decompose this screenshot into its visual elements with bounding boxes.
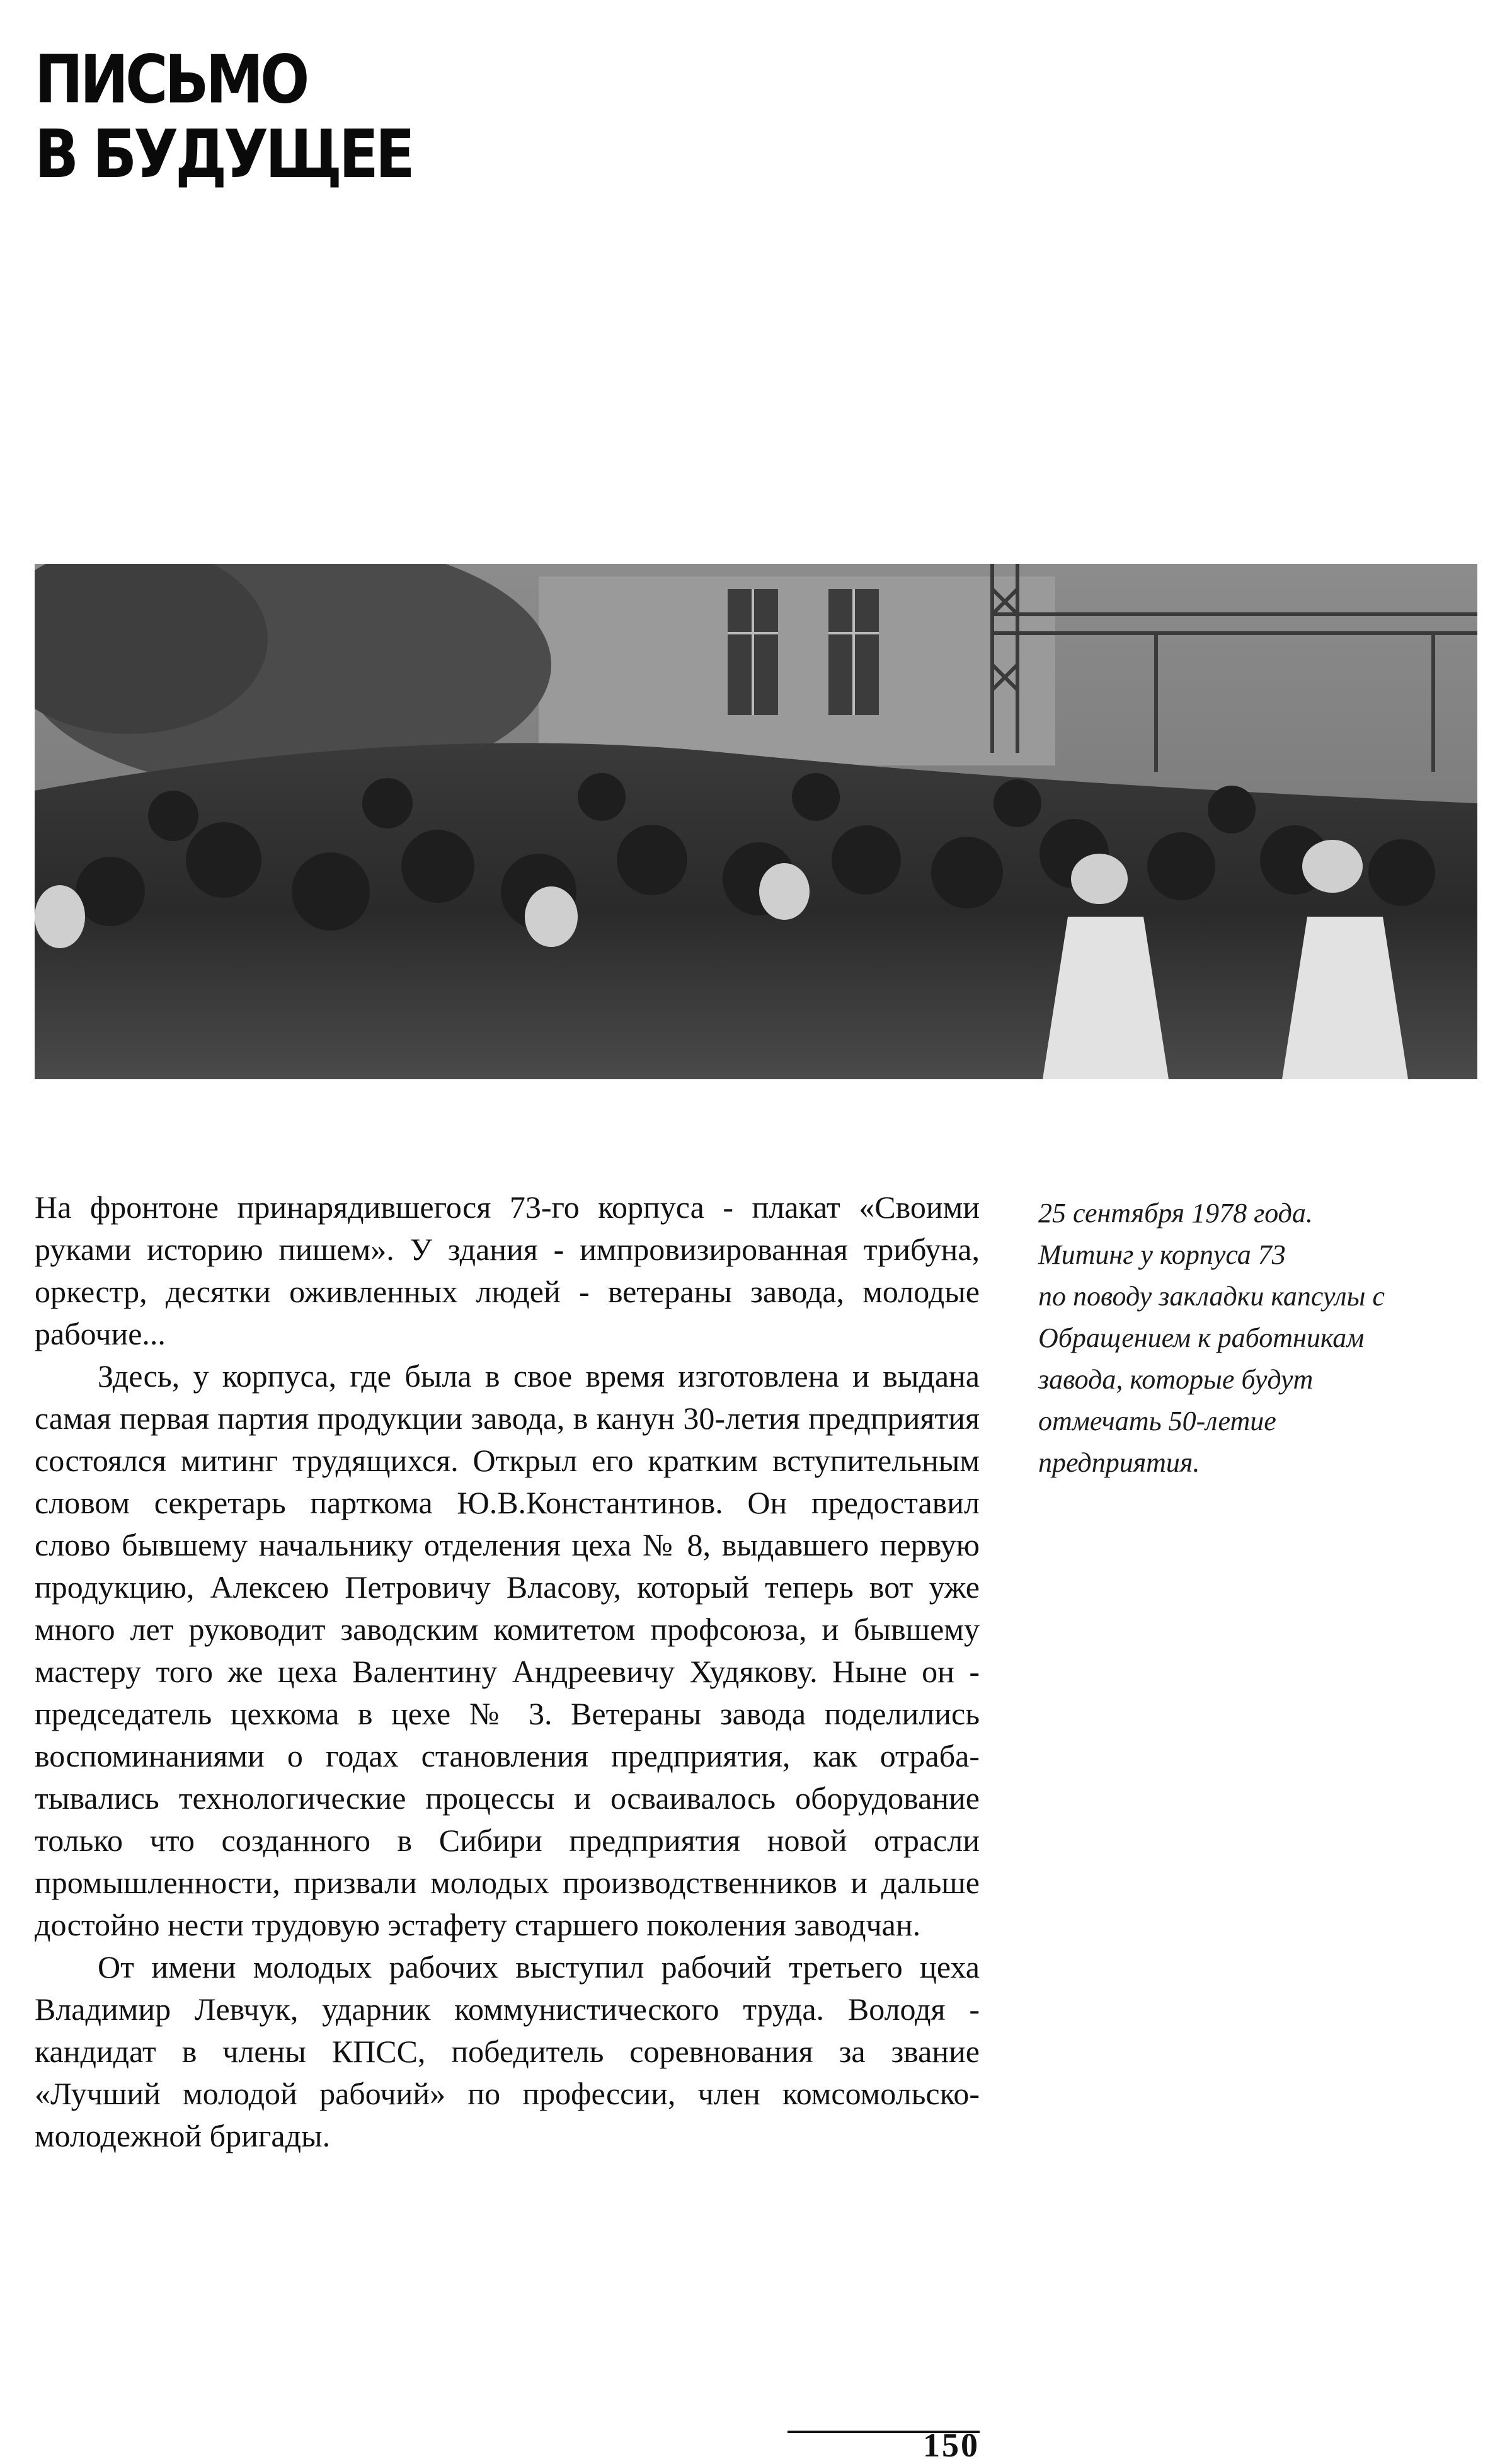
caption-line: 25 сентября 1978 года. xyxy=(1038,1198,1313,1229)
article-paragraph-3: От имени молодых рабочих выступил рабочий третьего цеха Владимир Левчук, ударник коммунистического труда. Володя - кандидат в члены КПСС, победитель соревнования за звание «Лучший молодой рабочий» по профессии, член комсомольско-молодежной бригады. xyxy=(35,1949,980,2153)
caption-line: Обращением к работникам xyxy=(1038,1322,1365,1353)
caption-line: завода, которые будут xyxy=(1038,1364,1314,1395)
article-paragraph-2: Здесь, у корпуса, где была в свое время изготовлена и выдана самая первая партия продукции завода, в канун 30-летия предприятия состоялся митинг трудящихся. Открыл его кратким вступительным словом секретарь парткома Ю.В.Константинов. Он предоставил слово бывшему начальнику отделения цеха № 8, выдавшего первую продукцию, Алексею Петровичу Власову, который теперь вот уже много лет руководит заводским комитетом профсоюза, и бывшему мастеру того же цеха Валентину Андреевичу Худякову. Ныне он - председатель цехкома в цехе № 3. Ветераны завода поделились воспоминаниями о годах становления предприятия, как отрабатывались технологические процессы и осваивалось оборудование только что созданного в Сибири предприятия новой отрасли промышленности, призвали молодых производственников и дальше достойно нести трудовую эстафету старшего поколения заводчан. xyxy=(35,1358,980,1942)
photo-rally-icon xyxy=(35,564,1477,1079)
page-title xyxy=(35,43,412,192)
article-paragraph-1: На фронтоне принарядившегося 73-го корпуса - плакат «Своими руками историю пишем». У здания - импровизированная трибуна, оркестр, десятки оживленных людей - ветераны завода, молодые рабочие... xyxy=(35,1189,980,1351)
rally-photo xyxy=(35,564,1477,1079)
title-line-1: ПИСЬМО xyxy=(35,41,307,118)
page-number: 150 xyxy=(923,2426,980,2464)
caption-line: предприятия. xyxy=(1038,1447,1200,1478)
photo-caption xyxy=(1038,1193,1492,1484)
caption-line: по поводу закладки капсулы с xyxy=(1038,1281,1385,1312)
caption-line: отмечать 50-летие xyxy=(1038,1406,1276,1436)
caption-line: Митинг у корпуса 73 xyxy=(1038,1239,1286,1270)
title-line-2: В БУДУЩЕЕ xyxy=(35,116,412,193)
article-body xyxy=(35,1186,980,2157)
